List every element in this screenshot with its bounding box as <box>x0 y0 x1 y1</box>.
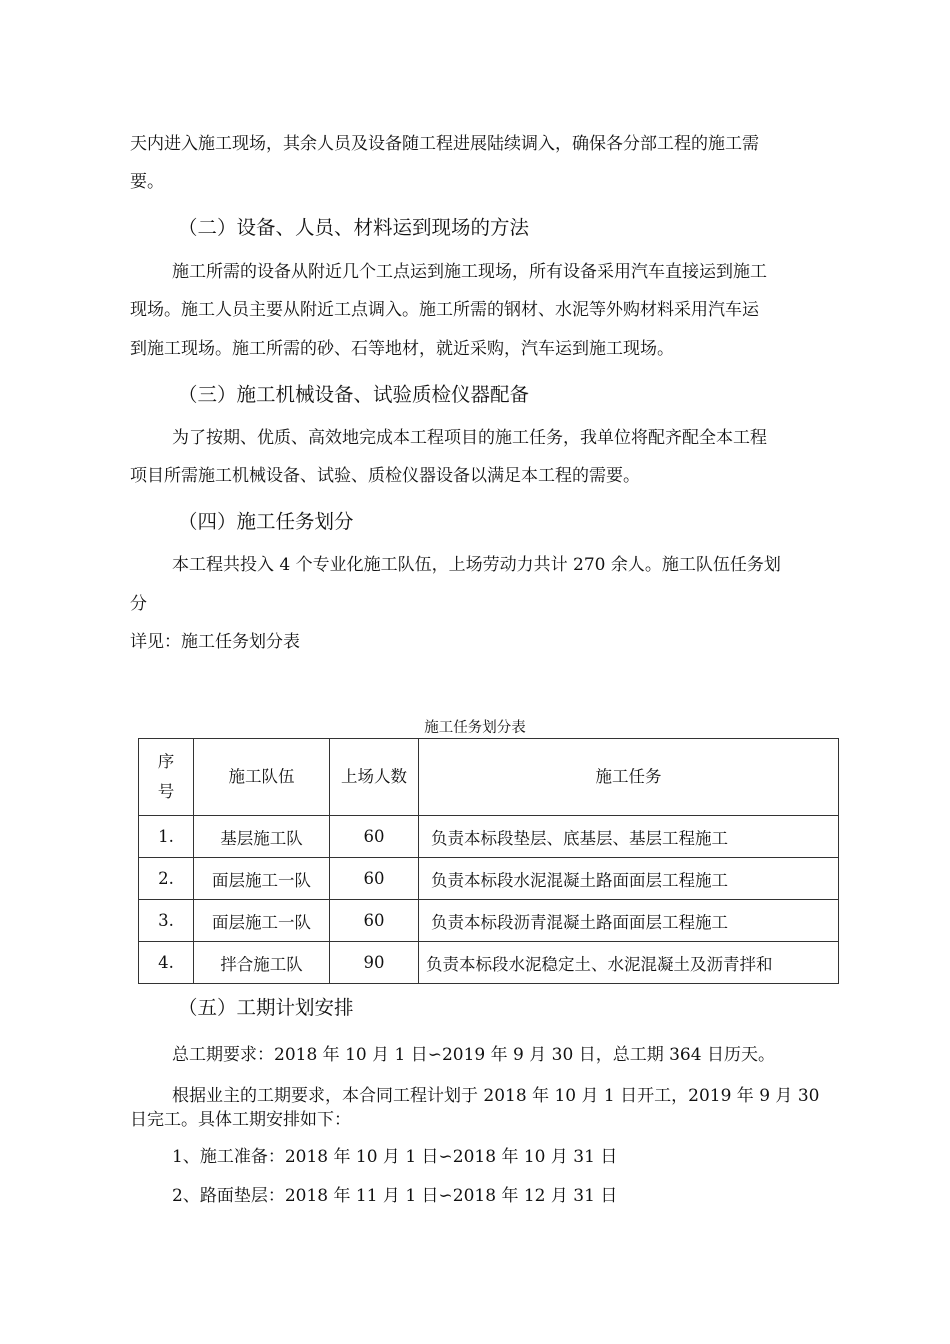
paragraph-line: 总工期要求：2018 年 10 月 1 日∽2019 年 9 月 30 日，总工期 364 日历天。 <box>172 1045 775 1065</box>
cell-seq: 3. <box>139 900 194 942</box>
paragraph-line: 项目所需施工机械设备、试验、质检仪器设备以满足本工程的需要。 <box>130 466 640 486</box>
table-row <box>139 900 839 942</box>
cell-count: 90 <box>330 942 419 984</box>
section-heading-2: （二）设备、人员、材料运到现场的方法 <box>178 216 530 239</box>
table-row <box>139 858 839 900</box>
section-heading-4: （四）施工任务划分 <box>178 510 354 533</box>
cell-count: 60 <box>330 816 419 858</box>
cell-task: 负责本标段水泥稳定土、水泥混凝土及沥青拌和 <box>419 942 839 984</box>
cell-seq: 4. <box>139 942 194 984</box>
table-row <box>139 942 839 984</box>
section-heading-3: （三）施工机械设备、试验质检仪器配备 <box>178 383 530 406</box>
paragraph-line: 本工程共投入 4 个专业化施工队伍，上场劳动力共计 270 余人。施工队伍任务划 <box>172 555 781 575</box>
paragraph-line: 详见：施工任务划分表 <box>130 632 300 652</box>
paragraph-line: 日完工。具体工期安排如下： <box>130 1110 351 1130</box>
task-division-table <box>138 738 839 984</box>
cell-count: 60 <box>330 900 419 942</box>
header-seq-bottom: 号 <box>157 782 175 801</box>
table-row <box>139 816 839 858</box>
cell-task: 负责本标段垫层、底基层、基层工程施工 <box>419 816 839 858</box>
header-seq <box>139 739 194 816</box>
paragraph-line: 要。 <box>130 172 164 192</box>
table-caption: 施工任务划分表 <box>424 720 526 736</box>
paragraph-line: 施工所需的设备从附近几个工点运到施工现场，所有设备采用汽车直接运到施工 <box>172 262 767 282</box>
header-team: 施工队伍 <box>194 739 330 816</box>
cell-seq: 2. <box>139 858 194 900</box>
cell-task: 负责本标段沥青混凝土路面面层工程施工 <box>419 900 839 942</box>
cell-task: 负责本标段水泥混凝土路面面层工程施工 <box>419 858 839 900</box>
header-task: 施工任务 <box>419 739 839 816</box>
cell-seq: 1. <box>139 816 194 858</box>
cell-team: 面层施工一队 <box>194 900 330 942</box>
paragraph-line: 天内进入施工现场，其余人员及设备随工程进展陆续调入，确保各分部工程的施工需 <box>130 134 759 154</box>
paragraph-line: 2、路面垫层：2018 年 11 月 1 日∽2018 年 12 月 31 日 <box>172 1186 618 1206</box>
paragraph-line: 为了按期、优质、高效地完成本工程项目的施工任务，我单位将配齐配全本工程 <box>172 428 767 448</box>
section-heading-5: （五）工期计划安排 <box>178 996 354 1019</box>
cell-count: 60 <box>330 858 419 900</box>
table-header-row <box>139 739 839 816</box>
paragraph-line: 到施工现场。施工所需的砂、石等地材，就近采购，汽车运到施工现场。 <box>130 339 674 359</box>
paragraph-line: 现场。施工人员主要从附近工点调入。施工所需的钢材、水泥等外购材料采用汽车运 <box>130 300 759 320</box>
paragraph-line: 根据业主的工期要求，本合同工程计划于 2018 年 10 月 1 日开工，2019 年 9 月 30 <box>172 1086 820 1106</box>
header-seq-top: 序 <box>157 752 175 771</box>
paragraph-line: 分 <box>130 594 147 614</box>
cell-team: 面层施工一队 <box>194 858 330 900</box>
cell-team: 基层施工队 <box>194 816 330 858</box>
cell-team: 拌合施工队 <box>194 942 330 984</box>
header-count: 上场人数 <box>330 739 419 816</box>
paragraph-line: 1、施工准备：2018 年 10 月 1 日∽2018 年 10 月 31 日 <box>172 1147 618 1167</box>
